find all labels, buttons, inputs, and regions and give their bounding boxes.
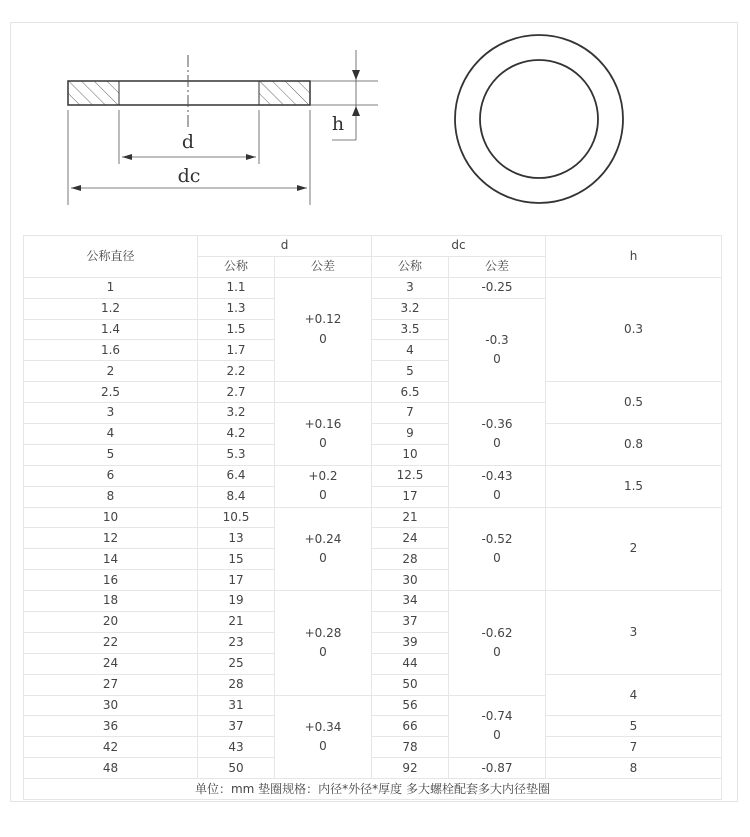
dc-nominal-cell: 50: [372, 674, 449, 695]
dc-nominal-cell: 3: [372, 277, 449, 298]
d-nominal-cell: 1.1: [198, 277, 275, 298]
h-cell: 0.5: [546, 382, 722, 424]
d-nominal-cell: 13: [198, 528, 275, 549]
dc-tolerance-cell-lower: 0: [493, 435, 501, 450]
nominal-diameter-cell: 10: [24, 507, 198, 528]
d-nominal-cell: 37: [198, 716, 275, 737]
label-dc: dc: [177, 165, 201, 187]
nominal-diameter-cell: 3: [24, 403, 198, 424]
dc-nominal-cell: 37: [372, 612, 449, 633]
d-tolerance-cell-upper: +0.12: [304, 312, 342, 327]
d-nominal-cell: 43: [198, 737, 275, 758]
nominal-diameter-cell: 12: [24, 528, 198, 549]
subheader-d-tolerance: 公差: [275, 256, 372, 277]
d-nominal-cell: 25: [198, 653, 275, 674]
dc-tolerance-cell-upper: -0.43: [481, 469, 513, 483]
table-row: [24, 277, 722, 298]
header-nominal: 公称直径: [24, 236, 198, 278]
h-cell: 3: [546, 591, 722, 675]
header-d: d: [198, 236, 372, 257]
dc-nominal-cell: 28: [372, 549, 449, 570]
table-row: [24, 716, 722, 737]
dc-nominal-cell: 30: [372, 570, 449, 591]
d-nominal-cell: 1.5: [198, 319, 275, 340]
dc-nominal-cell: 21: [372, 507, 449, 528]
d-nominal-cell: 17: [198, 570, 275, 591]
nominal-diameter-cell: 1: [24, 277, 198, 298]
d-nominal-cell: 8.4: [198, 486, 275, 507]
d-tolerance-cell: [275, 382, 372, 403]
d-nominal-cell: 19: [198, 591, 275, 612]
d-nominal-cell: 23: [198, 632, 275, 653]
dc-tolerance-cell: [449, 507, 546, 591]
header-dc: dc: [372, 236, 546, 257]
label-h: h: [331, 113, 345, 135]
dc-tolerance-cell-upper: -0.62: [481, 625, 513, 640]
h-cell: 0.3: [546, 277, 722, 381]
d-nominal-cell: 5.3: [198, 444, 275, 465]
d-nominal-cell: 2.2: [198, 361, 275, 382]
dc-tolerance-cell: [449, 403, 546, 466]
dc-tolerance-cell-lower: 0: [493, 352, 501, 367]
d-nominal-cell: 1.7: [198, 340, 275, 361]
nominal-diameter-cell: 1.4: [24, 319, 198, 340]
h-cell: 0.8: [546, 424, 722, 466]
nominal-diameter-cell: 2.5: [24, 382, 198, 403]
d-nominal-cell: 6.4: [198, 465, 275, 486]
dc-nominal-cell: 3.5: [372, 319, 449, 340]
d-nominal-cell: 2.7: [198, 382, 275, 403]
dc-nominal-cell: 44: [372, 653, 449, 674]
dc-nominal-cell: 92: [372, 758, 449, 779]
dc-nominal-cell: 56: [372, 695, 449, 716]
d-tolerance-cell-upper: +0.24: [304, 531, 342, 546]
d-nominal-cell: 50: [198, 758, 275, 779]
nominal-diameter-cell: 18: [24, 591, 198, 612]
subheader-dc-nominal: 公称: [372, 256, 449, 277]
label-d: d: [181, 131, 195, 153]
dc-nominal-cell: 17: [372, 486, 449, 507]
nominal-diameter-cell: 5: [24, 444, 198, 465]
h-cell: 8: [546, 758, 722, 779]
dc-nominal-cell: 4: [372, 340, 449, 361]
dc-tolerance-cell-upper: -0.25: [481, 280, 513, 295]
table-row: [24, 465, 722, 486]
d-tolerance-cell-upper: +0.16: [304, 416, 342, 431]
table-row: [24, 758, 722, 779]
footer-note: 单位：mm 垫圈规格：内径*外径*厚度 多大螺栓配套多大内径垫圈: [24, 779, 722, 800]
dc-tolerance-cell-lower: 0: [493, 488, 501, 503]
d-tolerance-cell-lower: 0: [319, 644, 327, 659]
dc-nominal-cell: 24: [372, 528, 449, 549]
washer-side-view: [68, 50, 378, 205]
table-row: [24, 737, 722, 758]
dc-tolerance-cell-upper: -0.36: [481, 416, 513, 431]
nominal-diameter-cell: 24: [24, 653, 198, 674]
d-tolerance-cell-lower: 0: [319, 435, 327, 450]
washer-drawing: [0, 0, 750, 230]
d-tolerance-cell: [275, 277, 372, 381]
d-tolerance-cell-upper: +0.34: [304, 719, 342, 734]
h-cell: 2: [546, 507, 722, 591]
d-tolerance-cell: [275, 507, 372, 591]
d-tolerance-cell: [275, 403, 372, 466]
nominal-diameter-cell: 1.2: [24, 298, 198, 319]
h-cell: 5: [546, 716, 722, 737]
d-tolerance-cell: [275, 465, 372, 507]
table-row: [24, 507, 722, 528]
d-nominal-cell: 31: [198, 695, 275, 716]
d-tolerance-cell-lower: 0: [319, 738, 327, 753]
dc-nominal-cell: 34: [372, 591, 449, 612]
dc-tolerance-cell-upper: -0.52: [481, 531, 513, 546]
d-tolerance-cell-upper: +0.28: [304, 625, 342, 640]
d-tolerance-cell: [275, 591, 372, 695]
nominal-diameter-cell: 1.6: [24, 340, 198, 361]
nominal-diameter-cell: 6: [24, 465, 198, 486]
footer-row: [24, 779, 722, 800]
h-cell: 1.5: [546, 465, 722, 507]
dc-nominal-cell: 78: [372, 737, 449, 758]
dc-tolerance-cell: [449, 465, 546, 507]
d-tolerance-cell-lower: 0: [319, 488, 327, 503]
dc-nominal-cell: 5: [372, 361, 449, 382]
d-nominal-cell: 3.2: [198, 403, 275, 424]
nominal-diameter-cell: 27: [24, 674, 198, 695]
nominal-diameter-cell: 48: [24, 758, 198, 779]
dc-tolerance-cell-upper: -0.74: [481, 709, 513, 724]
d-nominal-cell: 4.2: [198, 424, 275, 445]
dc-nominal-cell: 9: [372, 424, 449, 445]
dc-tolerance-cell: [449, 758, 546, 779]
dc-tolerance-cell-lower: 0: [493, 550, 501, 565]
table-row: [24, 424, 722, 445]
h-cell: 4: [546, 674, 722, 716]
h-cell: 7: [546, 737, 722, 758]
dc-tolerance-cell-upper: -0.3: [485, 333, 509, 348]
nominal-diameter-cell: 22: [24, 632, 198, 653]
dc-tolerance-cell-lower: 0: [493, 644, 501, 659]
nominal-diameter-cell: 8: [24, 486, 198, 507]
nominal-diameter-cell: 36: [24, 716, 198, 737]
dc-tolerance-cell: [449, 591, 546, 695]
nominal-diameter-cell: 14: [24, 549, 198, 570]
d-nominal-cell: 21: [198, 612, 275, 633]
nominal-diameter-cell: 20: [24, 612, 198, 633]
dc-tolerance-cell-upper: -0.87: [481, 760, 513, 775]
dc-tolerance-cell: [449, 298, 546, 402]
nominal-diameter-cell: 42: [24, 737, 198, 758]
dc-nominal-cell: 3.2: [372, 298, 449, 319]
header-h: h: [546, 236, 722, 278]
d-tolerance-cell-upper: +0.2: [308, 469, 338, 483]
dc-nominal-cell: 66: [372, 716, 449, 737]
table-row: [24, 674, 722, 695]
d-nominal-cell: 15: [198, 549, 275, 570]
subheader-d-nominal: 公称: [198, 256, 275, 277]
washer-spec-table: [23, 235, 722, 800]
nominal-diameter-cell: 30: [24, 695, 198, 716]
nominal-diameter-cell: 16: [24, 570, 198, 591]
table-row: [24, 382, 722, 403]
dc-nominal-cell: 6.5: [372, 382, 449, 403]
subheader-dc-tolerance: 公差: [449, 256, 546, 277]
dc-tolerance-cell: [449, 277, 546, 298]
d-tolerance-cell-lower: 0: [319, 331, 327, 346]
washer-top-view: [455, 35, 623, 203]
dc-nominal-cell: 7: [372, 403, 449, 424]
nominal-diameter-cell: 4: [24, 424, 198, 445]
d-tolerance-cell-lower: 0: [319, 550, 327, 565]
d-nominal-cell: 28: [198, 674, 275, 695]
dc-tolerance-cell: [449, 695, 546, 758]
dc-nominal-cell: 10: [372, 444, 449, 465]
d-tolerance-cell: [275, 695, 372, 779]
dc-nominal-cell: 12.5: [372, 465, 449, 486]
header-row: [24, 236, 722, 257]
nominal-diameter-cell: 2: [24, 361, 198, 382]
table-row: [24, 591, 722, 612]
dc-tolerance-cell-lower: 0: [493, 728, 501, 743]
dc-nominal-cell: 39: [372, 632, 449, 653]
d-nominal-cell: 1.3: [198, 298, 275, 319]
d-nominal-cell: 10.5: [198, 507, 275, 528]
